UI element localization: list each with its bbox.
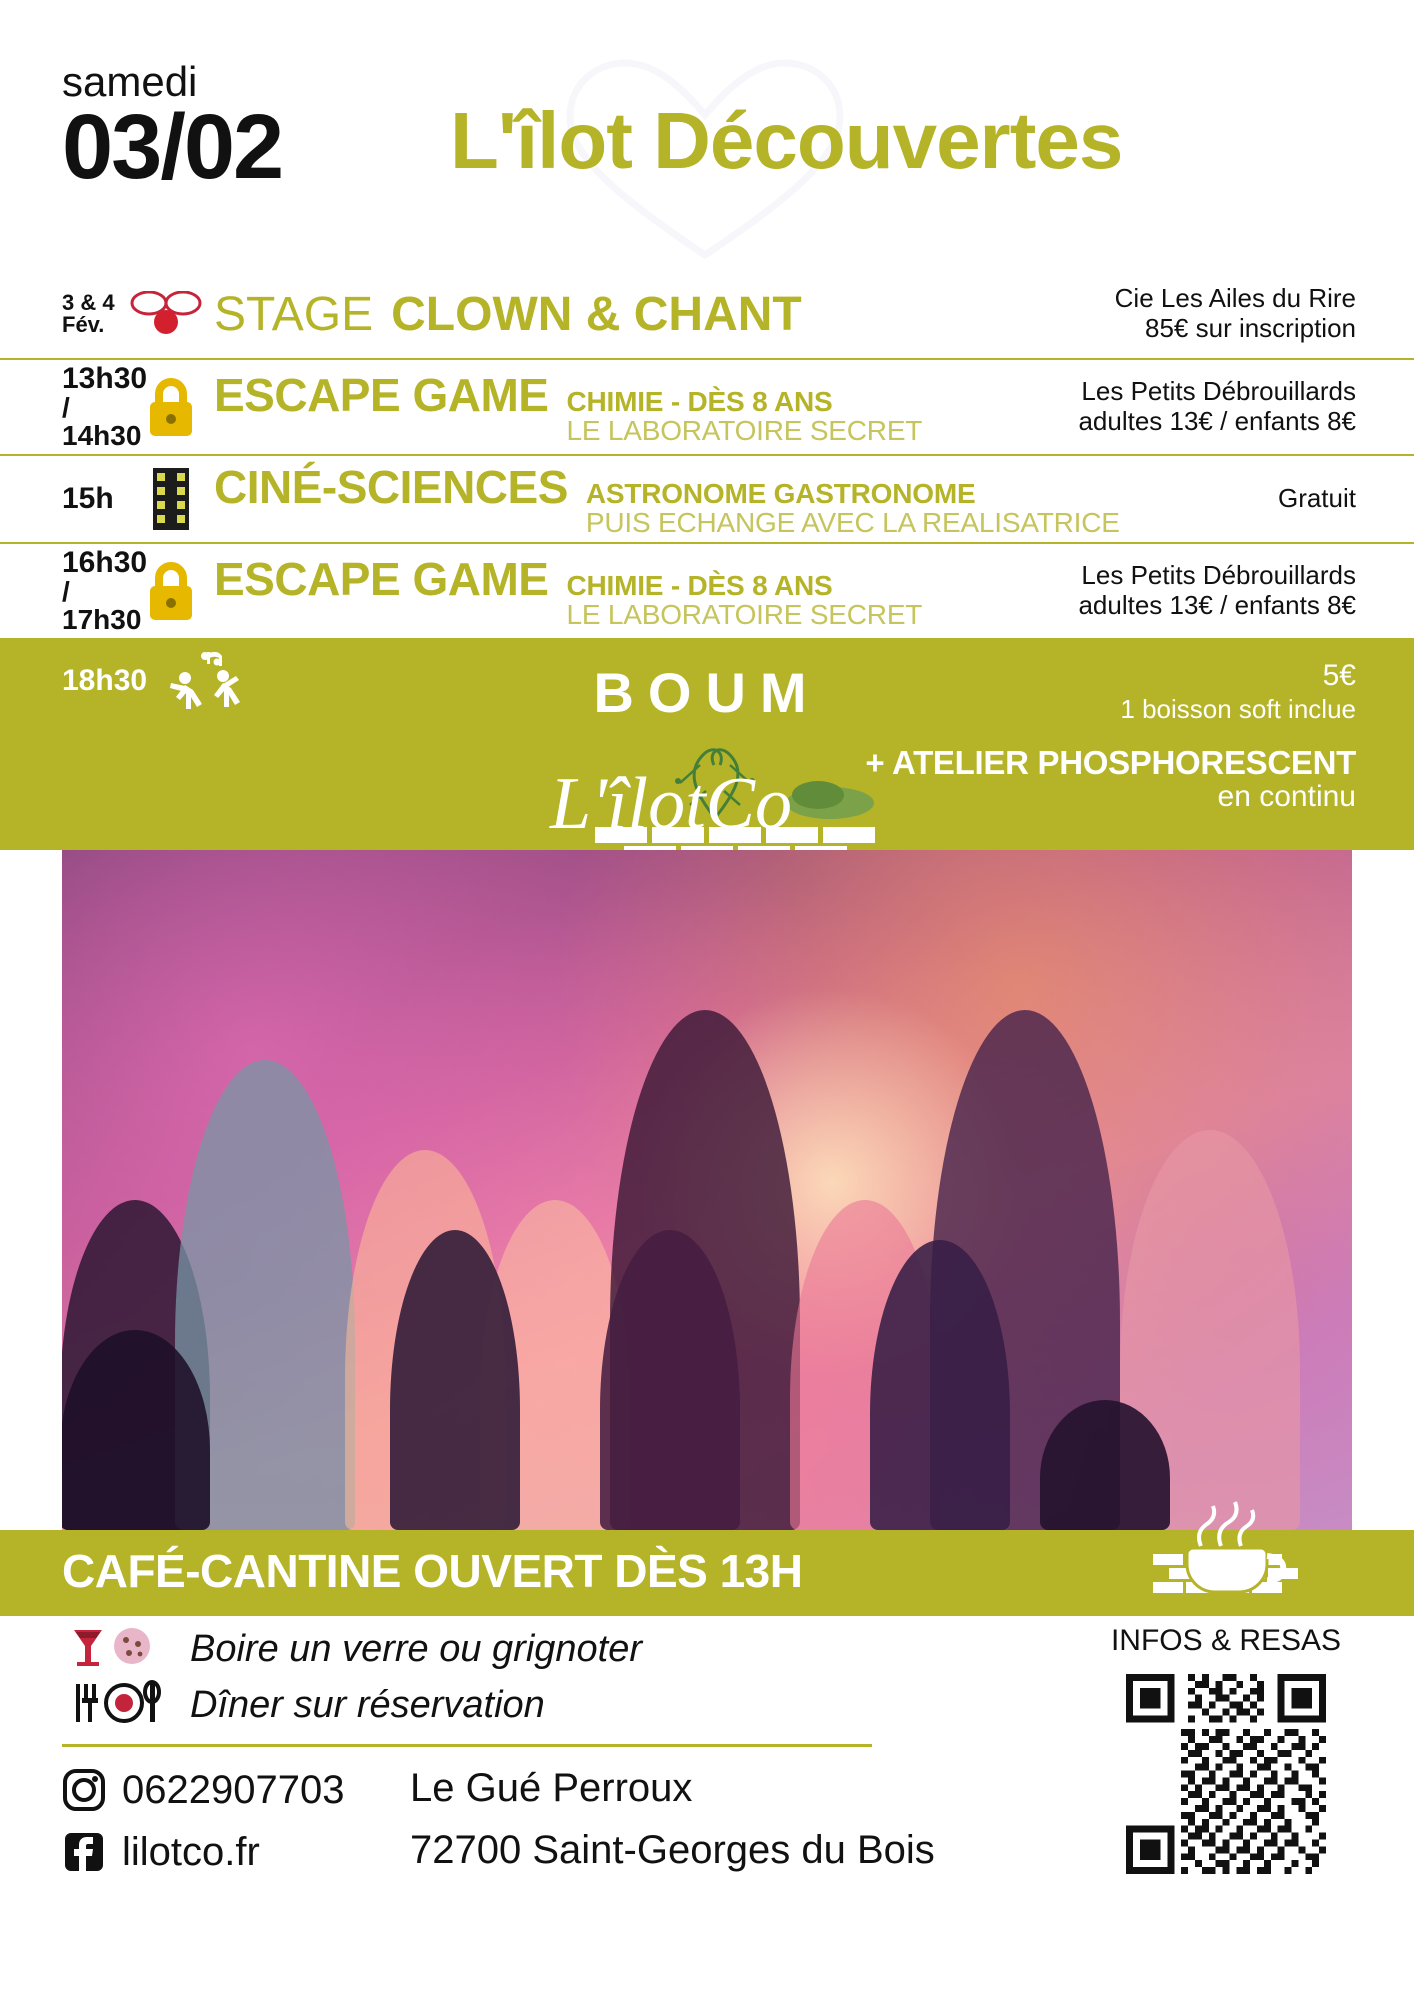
row-price: Cie Les Ailes du Rire 85€ sur inscription xyxy=(1114,283,1356,343)
row-label-bold: CLOWN & CHANT xyxy=(391,287,802,341)
page-title: L'îlot Découvertes xyxy=(450,96,1123,185)
program-row xyxy=(0,358,1414,454)
program-row xyxy=(0,454,1414,542)
svg-text:L'îlotCo: L'îlotCo xyxy=(550,763,793,845)
row-time: 15h xyxy=(62,482,114,515)
website[interactable]: lilotco.fr xyxy=(122,1830,260,1874)
footer-divider xyxy=(62,1744,872,1747)
row-sublabel: CHIMIE - DÈS 8 ANS LE LABORATOIRE SECRET xyxy=(566,570,923,630)
row-label: ESCAPE GAME xyxy=(214,553,549,606)
qr-code-icon[interactable] xyxy=(1126,1674,1326,1874)
row-time: 3 & 4 Fév. xyxy=(62,290,115,337)
row-main xyxy=(214,552,1078,629)
atelier-info: + ATELIER PHOSPHORESCENT en continu xyxy=(865,744,1356,813)
facebook-icon[interactable] xyxy=(62,1830,106,1874)
row-label: CINÉ-SCIENCES xyxy=(214,461,568,514)
cafe-banner-text: CAFÉ-CANTINE OUVERT DÈS 13H xyxy=(62,1545,803,1597)
row-main xyxy=(214,287,1115,342)
clown-nose-icon xyxy=(128,291,214,337)
row-main xyxy=(214,460,1278,537)
phone-number[interactable]: 0622907703 xyxy=(122,1768,345,1812)
row-price: Gratuit xyxy=(1277,483,1356,514)
row-time: 13h30 / 14h30 xyxy=(62,362,148,451)
padlock-icon xyxy=(128,374,214,440)
row-sublabel: CHIMIE - DÈS 8 ANS LE LABORATOIRE SECRET xyxy=(566,386,923,446)
footer-line-1: Boire un verre ou grignoter xyxy=(190,1628,643,1670)
plate-cutlery-icon xyxy=(66,1680,162,1726)
program-list xyxy=(0,270,1414,638)
boum-title: BOUM xyxy=(593,661,821,724)
instagram-icon[interactable] xyxy=(62,1768,106,1812)
row-price: Les Petits Débrouillards adultes 13€ / enfants 8€ xyxy=(1078,560,1356,620)
poster-header xyxy=(0,0,1414,270)
party-photo xyxy=(0,850,1414,1530)
row-time: 16h30 / 17h30 xyxy=(62,546,148,635)
drink-cookie-icon xyxy=(66,1624,162,1670)
address-line-1: Le Gué Perroux xyxy=(410,1766,693,1810)
boum-time: 18h30 xyxy=(62,664,148,697)
row-main xyxy=(214,368,1078,445)
row-price: Les Petits Débrouillards adultes 13€ / enfants 8€ xyxy=(1078,376,1356,436)
footer-line-2: Dîner sur réservation xyxy=(190,1684,545,1726)
cafe-banner xyxy=(0,1530,1414,1616)
row-label-light: STAGE xyxy=(214,287,374,341)
address-line-2: 72700 Saint-Georges du Bois xyxy=(410,1828,935,1872)
poster-footer xyxy=(0,1616,1414,1922)
film-strip-icon xyxy=(128,466,214,532)
padlock-icon xyxy=(128,558,214,624)
date-weekday: samedi xyxy=(62,58,198,105)
row-sublabel: ASTRONOME GASTRONOME PUIS ECHANGE AVEC LA REALISATRICE xyxy=(585,478,1120,538)
photo-margin-right xyxy=(1352,850,1414,1530)
date-number: 03/02 xyxy=(62,95,283,198)
program-row xyxy=(0,270,1414,358)
boum-price: 5€ 1 boisson soft inclue xyxy=(1120,659,1356,724)
photo-margin-left xyxy=(0,850,62,1530)
boum-banner xyxy=(0,638,1414,850)
event-date xyxy=(62,58,392,198)
row-label: ESCAPE GAME xyxy=(214,369,549,422)
program-row xyxy=(0,542,1414,638)
coffee-cup-icon xyxy=(1149,1488,1309,1618)
infos-resas-label: INFOS & RESAS xyxy=(1110,1624,1342,1657)
